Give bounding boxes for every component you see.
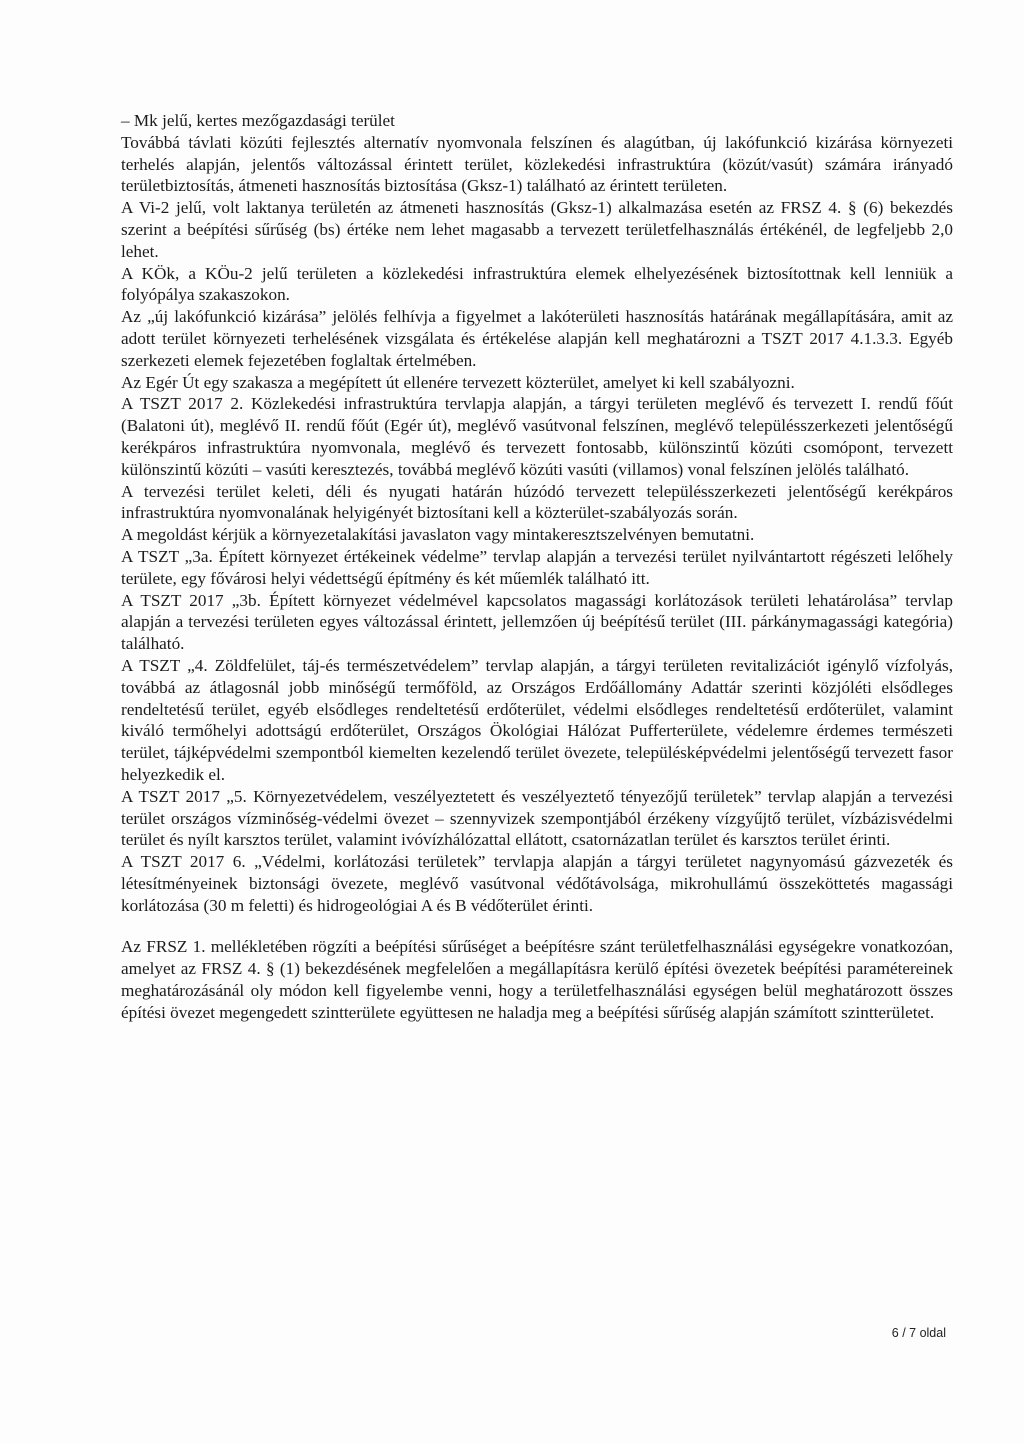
paragraph: A TSZT „4. Zöldfelület, táj-és természetvédelem” tervlap alapján, a tárgyi területen revitalizációt igénylő vízfolyás, továbbá az átlagosnál jobb minőségű termőföld, az Országos Erdőállomány Adattár szerinti közjóléti elsődleges rendeltetésű terület, egyéb elsődleges rendeltetésű erdőterület, védelmi elsődleges rendeltetésű erdőterület, valamint kiváló termőhelyi adottságú erdőterület, Országos Ökológiai Hálózat Pufferterülete, védelemre érdemes természeti terület, tájképvédelmi szempontból kiemelten kezelendő terület övezete, településképvédelmi jelentőségű tervezett fasor helyezkedik el. xyxy=(121,655,953,784)
document-heading: – Mk jelű, kertes mezőgazdasági terület xyxy=(121,111,395,130)
paragraph: A TSZT 2017 2. Közlekedési infrastruktúra tervlapja alapján, a tárgyi területen meglévő és tervezett I. rendű főút (Balatoni út), meglévő II. rendű főút (Egér út), meglévő vasútvonal felszínen, meglévő településszerkezeti jelentőségű kerékpáros infrastruktúra nyomvonala, meglévő és tervezett fontosabb, különszintű közúti csomópont, tervezett különszintű közúti – vasúti keresztezés, továbbá meglévő közúti vasúti (villamos) vonal felszínen jelölés található. xyxy=(121,394,953,479)
paragraph: A TSZT 2017 6. „Védelmi, korlátozási területek” tervlapja alapján a tárgyi területet nagynyomású gázvezeték és létesítményeinek biztonsági övezete, meglévő vasútvonal védőtávolsága, mikrohullámú összeköttetés magassági korlátozása (30 m feletti) és hidrogeológiai A és B védőterület érinti. xyxy=(121,852,953,915)
paragraph: Továbbá távlati közúti fejlesztés alternatív nyomvonala felszínen és alagútban, új lakófunkció kizárása környezeti terhelés alapján, jelentős változással érintett terület, közlekedési infrastruktúra (közút/vasút) számára irányadó területbiztosítás, átmeneti hasznosítás biztosítása (Gksz-1) található az érintett területen. xyxy=(121,132,953,196)
page-number: 6 / 7 oldal xyxy=(891,1326,946,1340)
paragraph: A megoldást kérjük a környezetalakítási javaslaton vagy mintakeresztszelvényen bemutatni. xyxy=(121,525,755,545)
paragraph: A TSZT 2017 „3b. Épített környezet védelmével kapcsolatos magassági korlátozások területi lehatárolása” tervlap alapján a tervezési területen egyes változással érintett, jellemzően új beépítésű terület (III. párkánymagassági kategória) található. xyxy=(121,590,953,654)
closing-paragraph: Az FRSZ 1. mellékletében rögzíti a beépítési sűrűséget a beépítésre szánt területfelhasználási egységekre vonatkozóan, amelyet az FRSZ 4. § (1) bekezdésének megfelelően a megállapításra kerülő építési övezetek beépítési paramétereinek meghatározásánál oly módon kell figyelembe venni, hogy a területfelhasználási egységen belül meghatározott összes építési övezet megengedett szintterülete együttesen ne haladja meg a beépítési sűrűség alapján számított szintterületet. xyxy=(121,937,953,1022)
paragraph: A TSZT 2017 „5. Környezetvédelem, veszélyeztetett és veszélyeztető tényezőjű területek” tervlap alapján a tervezési terület országos vízminőség-védelmi övezet – szennyvizek szempontjából érzékeny vízgyűjtő terület, vízbázisvédelmi terület és nyílt karsztos terület, valamint ivóvízhálózattal ellátott, csatornázatlan terület és karsztos terület érinti. xyxy=(121,786,953,850)
paragraph: Az „új lakófunkció kizárása” jelölés felhívja a figyelmet a lakóterületi hasznosítás határának megállapítására, amit az adott terület környezeti terhelésének vizsgálata és értékelése alapján kell meghatározni a TSZT 2017 4.1.3.3. Egyéb szerkezeti elemek fejezetében foglaltak értelmében. xyxy=(121,307,953,370)
paragraph: Az Egér Út egy szakasza a megépített út ellenére tervezett közterület, amelyet ki kell szabályozni. xyxy=(121,372,795,392)
paragraph: A KÖk, a KÖu-2 jelű területen a közlekedési infrastruktúra elemek elhelyezésének biztosítottnak kell lenniük a folyópálya szakaszokon. xyxy=(121,263,953,305)
document-body xyxy=(121,110,953,1024)
paragraph: A TSZT „3a. Épített környezet értékeinek védelme” tervlap alapján a tervezési terület nyilvántartott régészeti lelőhely területe, egy fővárosi helyi védettségű építmény és két műemlék található itt. xyxy=(121,546,953,588)
paragraph: A tervezési terület keleti, déli és nyugati határán húzódó tervezett településszerkezeti jelentőségű kerékpáros infrastruktúra nyomvonalának helyigényét biztosítani kell a közterület-szabályozás során. xyxy=(121,481,953,523)
paragraph: A Vi-2 jelű, volt laktanya területén az átmeneti hasznosítás (Gksz-1) alkalmazása esetén az FRSZ 4. § (6) bekezdés szerint a beépítési sűrűség (bs) értéke nem lehet magasabb a tervezett területfelhasználás értékénél, de legfeljebb 2,0 lehet. xyxy=(121,198,953,261)
